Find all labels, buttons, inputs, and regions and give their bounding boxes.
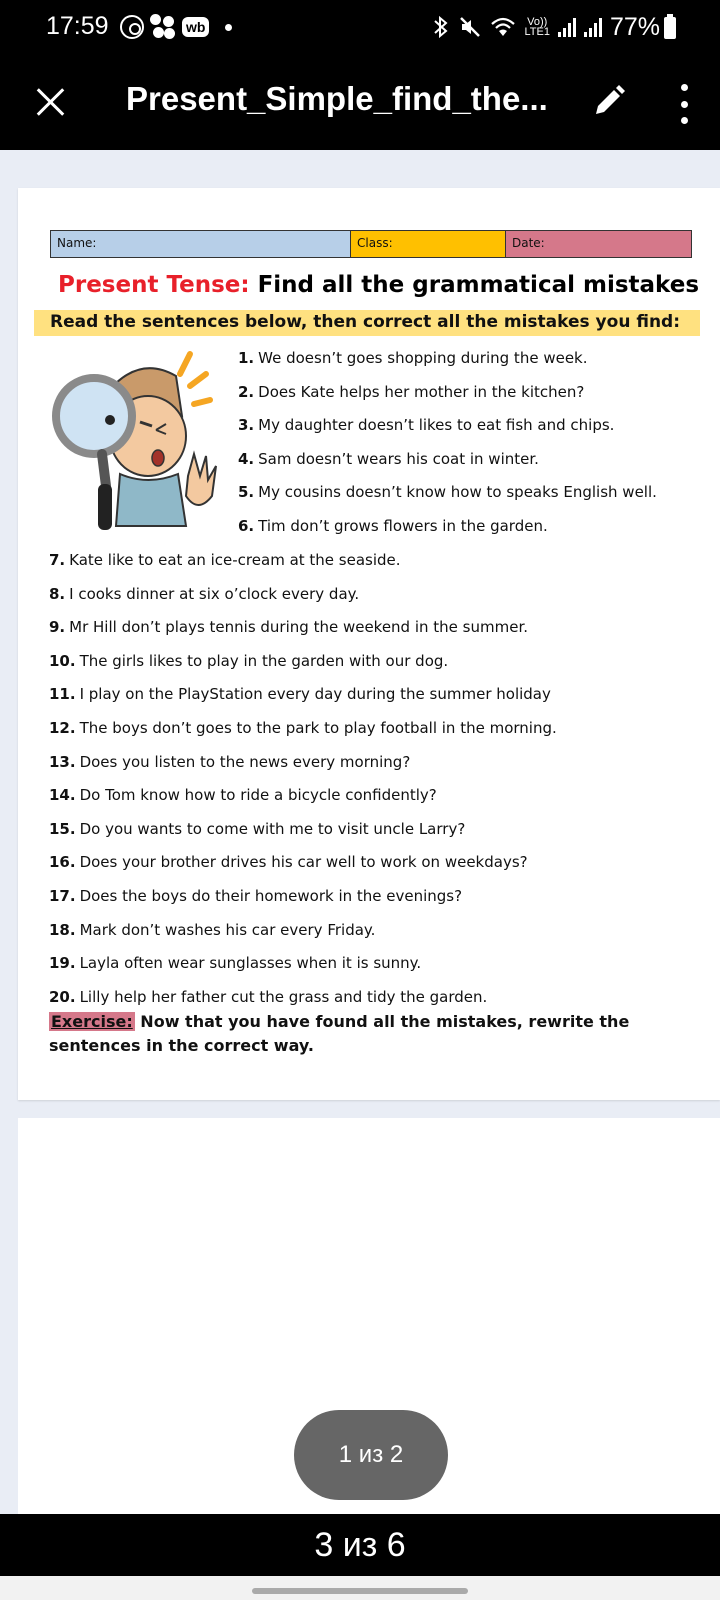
worksheet-title-colored: Present Tense: <box>58 272 250 298</box>
name-cell: Name: <box>51 231 351 257</box>
status-system-icons <box>432 12 660 42</box>
magnifier-boy-illustration <box>48 346 238 541</box>
sentence-item: 19. Layla often wear sunglasses when it is sunny. <box>49 954 422 973</box>
exercise-paragraph <box>49 1010 709 1058</box>
battery-percent: 77% <box>609 12 660 41</box>
sentence-item: 5. My cousins doesn’t know how to speaks English well. <box>238 483 657 502</box>
home-indicator[interactable] <box>252 1588 468 1594</box>
notification-dot-icon <box>225 24 232 31</box>
student-info-row <box>50 230 692 258</box>
dots-app-icon <box>150 14 176 40</box>
document-page-1 <box>18 188 720 1100</box>
sentence-item: 4. Sam doesn’t wears his coat in winter. <box>238 449 539 468</box>
exercise-text: Now that you have found all the mistakes, rewrite the sentences in the correct way. <box>49 1012 630 1055</box>
date-cell: Date: <box>506 231 691 257</box>
sentence-item: 2. Does Kate helps her mother in the kitchen? <box>238 382 585 401</box>
volte-indicator <box>524 17 549 37</box>
status-bar <box>0 0 720 56</box>
wifi-icon <box>490 16 516 38</box>
file-indicator-bar <box>0 1514 720 1576</box>
sentence-item: 3. My daughter doesn’t likes to eat fish and chips. <box>238 416 615 435</box>
signal-icon-2 <box>584 17 602 37</box>
sentence-item: 8. I cooks dinner at six o’clock every day. <box>49 584 360 603</box>
signal-icon <box>558 17 576 37</box>
exercise-label: Exercise: <box>51 1012 133 1031</box>
class-cell: Class: <box>351 231 506 257</box>
sentence-item: 16. Does your brother drives his car well to work on weekdays? <box>49 853 528 872</box>
volte-bottom: LTE1 <box>524 26 550 38</box>
worksheet-title <box>58 272 699 298</box>
sentence-list-bottom <box>49 550 709 1020</box>
sentence-item: 6. Tim don’t grows flowers in the garden. <box>238 516 548 535</box>
worksheet-title-rest: Find all the grammatical mistakes <box>249 272 700 298</box>
page-indicator: 1 из 2 <box>294 1410 448 1500</box>
pencil-icon[interactable] <box>588 82 628 122</box>
sentence-item: 20. Lilly help her father cut the grass and tidy the garden. <box>49 987 488 1006</box>
mute-icon <box>458 15 482 39</box>
sentence-item: 17. Does the boys do their homework in the evenings? <box>49 886 463 905</box>
instruction-banner: Read the sentences below, then correct all the mistakes you find: <box>34 310 700 336</box>
bluetooth-icon <box>432 15 450 39</box>
sentence-item: 13. Does you listen to the news every morning? <box>49 752 411 771</box>
sentence-item: 12. The boys don’t goes to the park to play football in the morning. <box>49 718 557 737</box>
sentence-item: 18. Mark don’t washes his car every Friday. <box>49 920 376 939</box>
sentence-item: 10. The girls likes to play in the garden with our dog. <box>49 651 449 670</box>
status-time: 17:59 <box>46 12 109 40</box>
status-notification-icons <box>120 12 232 42</box>
close-icon[interactable] <box>30 82 70 122</box>
sentence-list-top <box>238 348 708 550</box>
document-title: Present_Simple_find_the... <box>126 80 548 117</box>
sentence-item: 7. Kate like to eat an ice-cream at the seaside. <box>49 551 401 569</box>
sentence-item: 1. We doesn’t goes shopping during the week. <box>238 349 588 367</box>
sentence-item: 14. Do Tom know how to ride a bicycle confidently? <box>49 786 437 805</box>
volte-top: Vo)) <box>527 16 548 28</box>
sentence-item: 9. Mr Hill don’t plays tennis during the weekend in the summer. <box>49 618 529 637</box>
sentence-item: 15. Do you wants to come with me to visit uncle Larry? <box>49 819 466 838</box>
file-indicator: 3 из 6 <box>314 1525 406 1564</box>
whatsapp-icon <box>120 15 144 39</box>
wb-icon: wb <box>182 17 209 37</box>
battery-icon <box>664 17 676 39</box>
sentence-item: 11. I play on the PlayStation every day during the summer holiday <box>49 685 551 704</box>
more-vert-icon[interactable] <box>664 82 704 126</box>
app-bar <box>0 56 720 150</box>
